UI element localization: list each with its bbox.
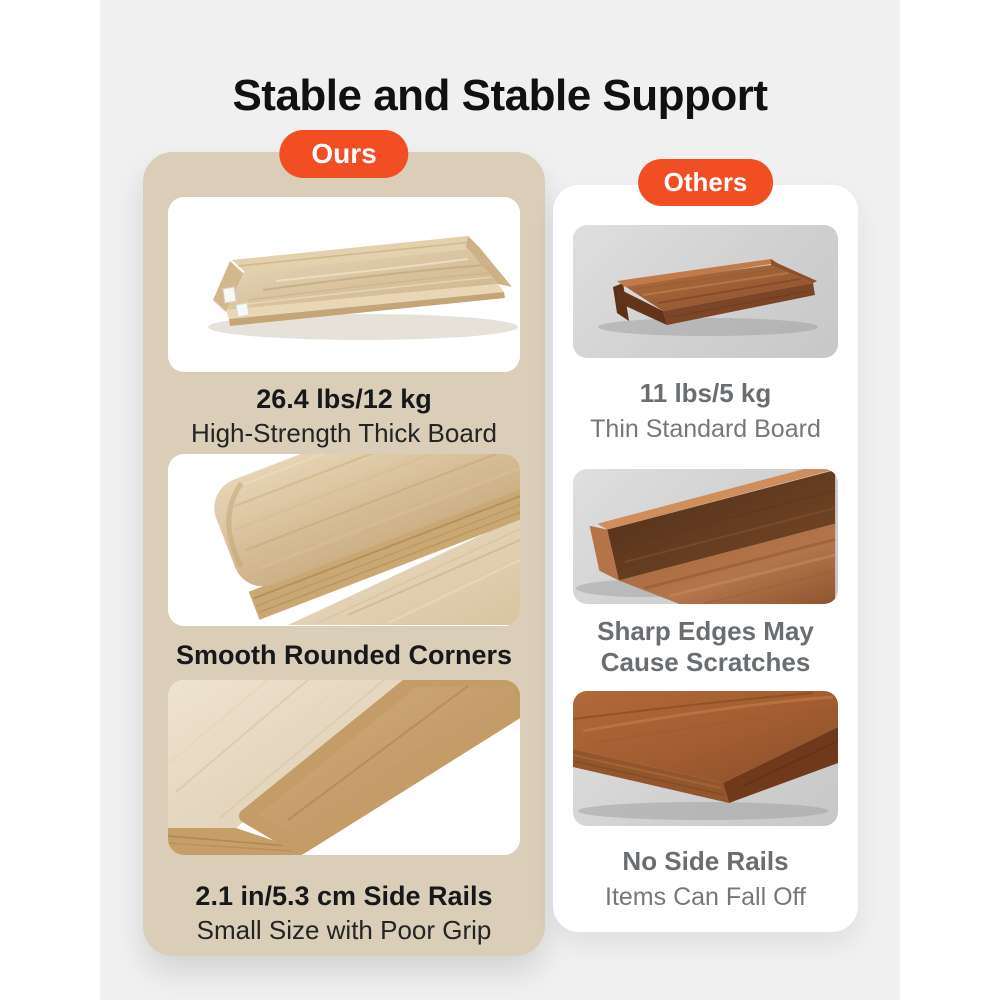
dark-wood-tray-image [573,225,838,358]
light-wood-tray-image [168,197,520,372]
sharp-edge-photo [573,469,838,604]
ours-item-1-title: 26.4 lbs/12 kg [256,384,432,414]
ours-item-2-title: Smooth Rounded Corners [176,640,512,670]
ours-item-1-subtitle: High-Strength Thick Board [191,418,497,448]
rounded-corner-image [168,454,520,626]
sharp-edge-image [573,469,838,604]
dark-wood-tray-photo [573,225,838,358]
ours-item-3-title: 2.1 in/5.3 cm Side Rails [195,881,493,911]
page-title: Stable and Stable Support [232,71,768,121]
ours-panel [143,138,545,956]
others-item-1-subtitle: Thin Standard Board [590,415,821,443]
no-rails-board-image [573,691,838,826]
others-panel [553,167,858,932]
no-rails-board-photo [573,691,838,826]
ours-badge: Ours [279,130,408,178]
side-rails-photo [168,680,520,855]
ours-item-3-subtitle: Small Size with Poor Grip [196,915,492,945]
others-item-1-title: 11 lbs/5 kg [639,378,772,408]
others-item-3-subtitle: Items Can Fall Off [605,883,806,911]
others-item-3-title: No Side Rails [622,846,789,876]
rounded-corner-photo [168,454,520,626]
light-wood-tray-photo [168,197,520,372]
others-item-2-title: Sharp Edges May Cause Scratches [597,616,814,677]
side-rails-image [168,680,520,855]
others-badge: Others [638,159,774,206]
